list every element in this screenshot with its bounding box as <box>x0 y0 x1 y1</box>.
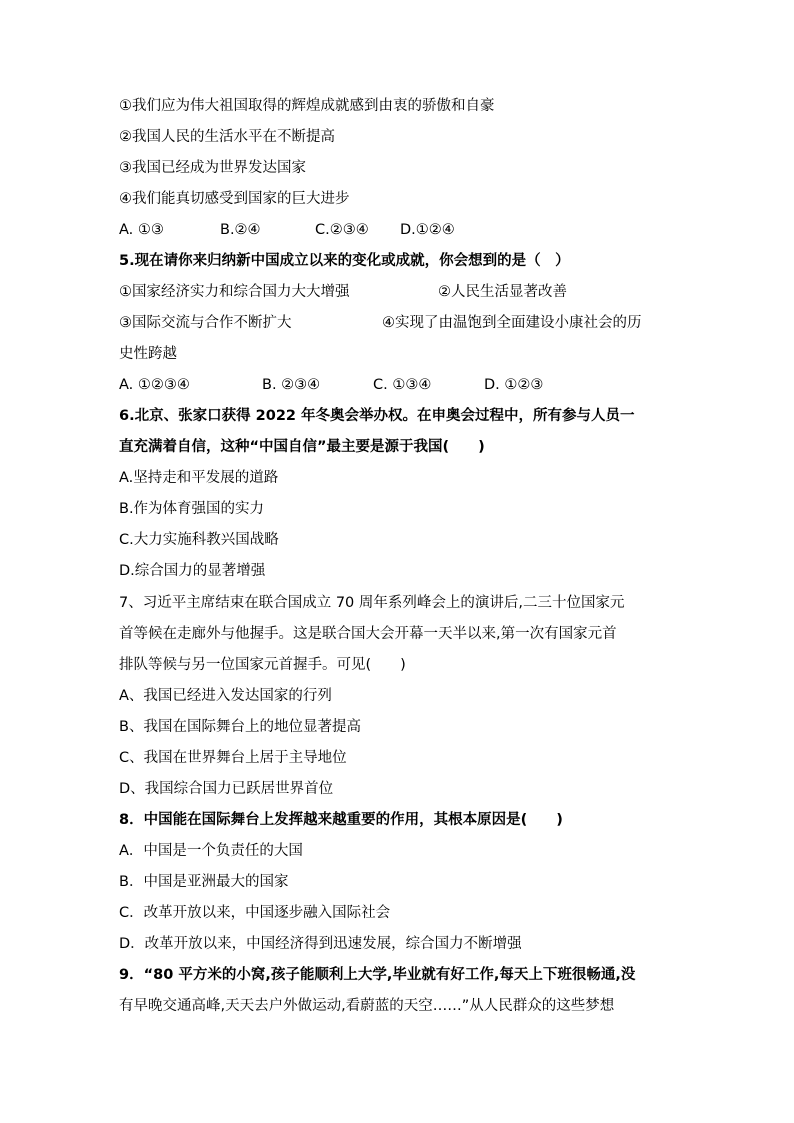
q5-option-d: D. ①②③ <box>484 377 544 393</box>
q7-option-a: A、我国已经进入发达国家的行列 <box>119 688 332 704</box>
q4-item-2: ②我国人民的生活水平在不断提高 <box>119 129 335 145</box>
q7-option-d: D、我国综合国力已跃居世界首位 <box>119 781 334 797</box>
q8-option-a: A．中国是一个负责任的大国 <box>119 843 303 859</box>
q5-item-2: ②人民生活显著改善 <box>438 284 567 300</box>
q6-option-a: A.坚持走和平发展的道路 <box>119 470 279 486</box>
q6-option-b: B.作为体育强国的实力 <box>119 501 265 517</box>
q5-item-4-cont: 史性跨越 <box>119 346 177 362</box>
q6-option-c: C.大力实施科教兴国战略 <box>119 532 279 548</box>
q5-item-1: ①国家经济实力和综合国力大大增强 <box>119 284 350 300</box>
q8-option-c: C．改革开放以来，中国逐步融入国际社会 <box>119 905 391 921</box>
q5-option-b: B. ②③④ <box>262 377 321 393</box>
q7-stem-line-2: 首等候在走廊外与他握手。这是联合国大会开幕一天半以来,第一次有国家元首 <box>119 626 617 642</box>
q5-option-c: C. ①③④ <box>373 377 432 393</box>
q4-item-4: ④我们能真切感受到国家的巨大进步 <box>119 191 350 207</box>
q7-stem-line-1: 7、习近平主席结束在联合国成立 70 周年系列峰会上的演讲后,二三十位国家元 <box>119 595 625 611</box>
q4-item-1: ①我们应为伟大祖国取得的辉煌成就感到由衷的骄傲和自豪 <box>119 98 495 114</box>
q4-item-3: ③我国已经成为世界发达国家 <box>119 160 306 176</box>
q6-stem-line-1: 6.北京、张家口获得 2022 年冬奥会举办权。在申奥会过程中，所有参与人员一 <box>119 408 635 424</box>
q6-stem-line-2: 直充满着自信，这种“中国自信”最主要是源于我国( ) <box>119 439 485 455</box>
q8-option-d: D．改革开放以来，中国经济得到迅速发展，综合国力不断增强 <box>119 936 522 952</box>
q4-option-d: D.①②④ <box>400 222 455 238</box>
q9-stem-line-1: 9．“80 平方米的小窝,孩子能顺利上大学,毕业就有好工作,每天上下班很畅通,没 <box>119 967 636 983</box>
q6-option-d: D.综合国力的显著增强 <box>119 563 266 579</box>
q7-stem-line-3: 排队等候与另一位国家元首握手。可见( ) <box>119 657 406 673</box>
q9-stem-line-2: 有早晚交通高峰,天天去户外做运动,看蔚蓝的天空……”从人民群众的这些梦想 <box>119 998 615 1014</box>
q7-option-c: C、我国在世界舞台上居于主导地位 <box>119 750 347 766</box>
q4-option-b: B.②④ <box>220 222 261 238</box>
q8-stem: 8．中国能在国际舞台上发挥越来越重要的作用，其根本原因是( ) <box>119 812 563 828</box>
q7-option-b: B、我国在国际舞台上的地位显著提高 <box>119 719 361 735</box>
q8-option-b: B．中国是亚洲最大的国家 <box>119 874 289 890</box>
q5-stem: 5.现在请你来归纳新中国成立以来的变化或成就，你会想到的是（ ） <box>119 253 570 269</box>
q5-item-4: ④实现了由温饱到全面建设小康社会的历 <box>382 315 642 331</box>
q5-item-3: ③国际交流与合作不断扩大 <box>119 315 292 331</box>
q5-option-a: A. ①②③④ <box>119 377 190 393</box>
q4-option-a: A. ①③ <box>119 222 164 238</box>
q4-option-c: C.②③④ <box>315 222 369 238</box>
